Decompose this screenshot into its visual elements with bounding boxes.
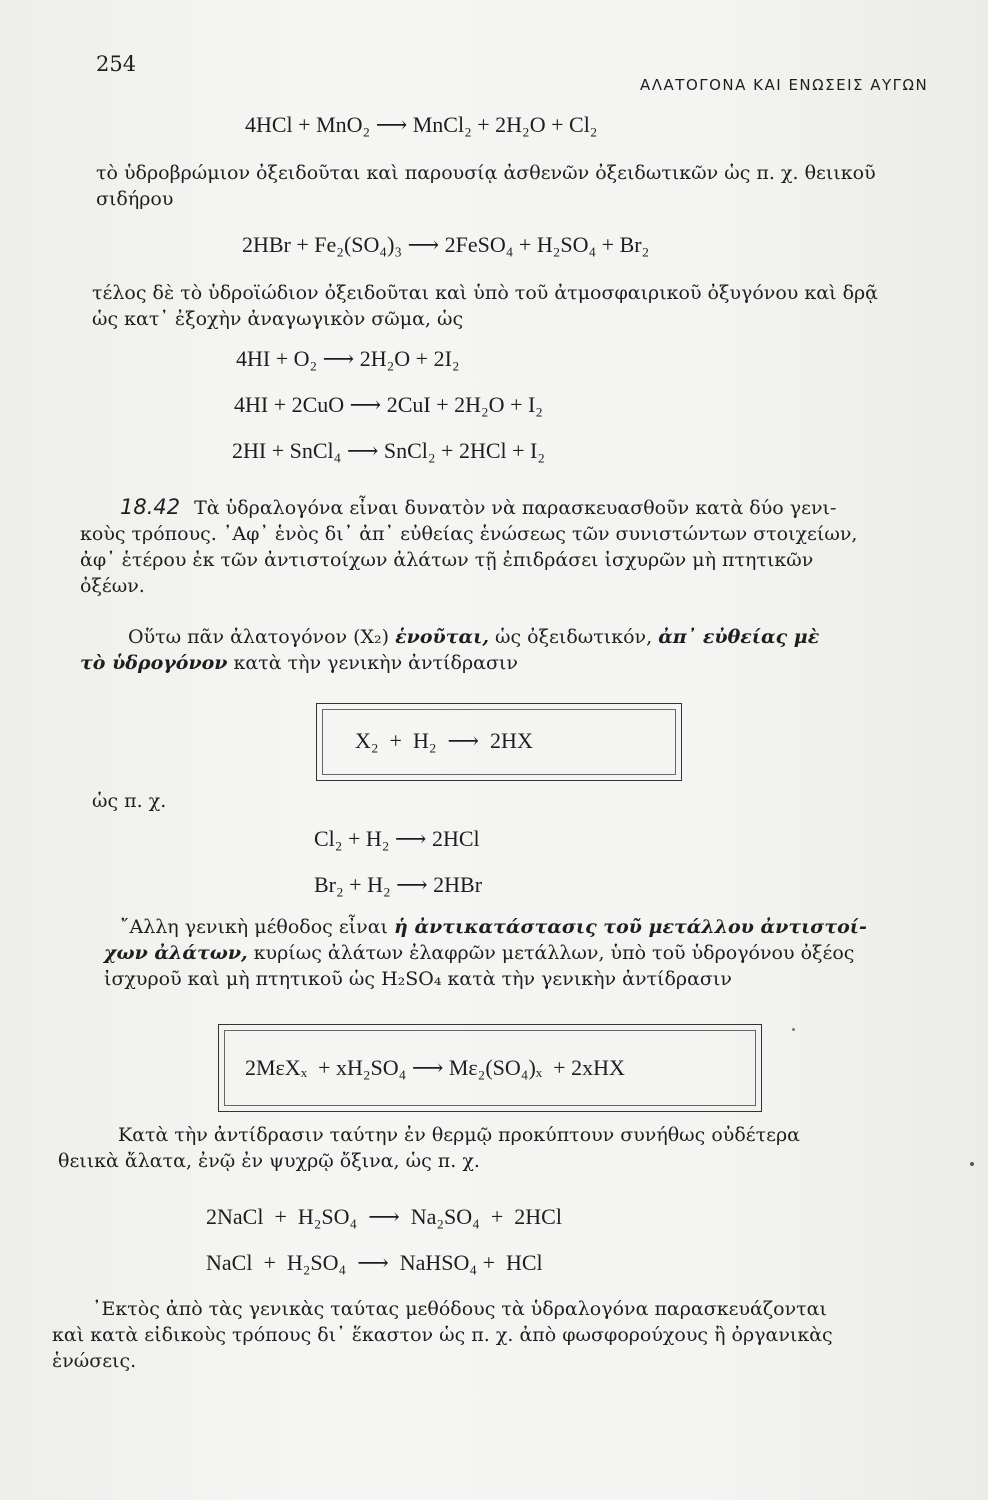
text-line: τέλος δὲ τὸ ὑδροϊώδιον ὀξειδοῦται καὶ ὑπὸ τοῦ ἀτμοσφαιρικοῦ ὀξυγόνου καὶ δρᾷ bbox=[92, 282, 879, 304]
equation-hi-o2: 4HI + O₂ ⟶ 2H₂O + 2I₂ bbox=[236, 346, 460, 371]
equation-hcl-mno2: 4HCl + MnO₂ ⟶ MnCl₂ + 2H₂O + Cl₂ bbox=[245, 112, 598, 137]
equation-hi-cuo: 4HI + 2CuO ⟶ 2CuI + 2H₂O + I₂ bbox=[234, 392, 543, 417]
running-title: ΑΛΑΤΟΓΟΝΑ ΚΑΙ ΕΝΩΣΕΙΣ ΑΥΓΩΝ bbox=[640, 76, 929, 94]
text-line: καὶ κατὰ εἰδικοὺς τρόπους δι᾿ ἕκαστον ὡς π. χ. ἀπὸ φωσφορούχους ἢ ὀργανικὰς bbox=[52, 1324, 833, 1346]
text-segment: Τὰ ὑδραλογόνα εἶναι δυνατὸν νὰ παρασκευασθοῦν κατὰ δύο γενι- bbox=[194, 497, 837, 519]
boxed-equation-general-substitution bbox=[218, 1024, 762, 1112]
print-speck bbox=[792, 1028, 795, 1031]
text-line: ὀξέων. bbox=[80, 575, 145, 597]
equation-x2-h2: X₂ + H₂ ⟶ 2HX bbox=[355, 728, 533, 753]
text-line: σιδήρου bbox=[96, 188, 174, 210]
equation-nacl-h2so4: NaCl + H₂SO₄ ⟶ NaHSO₄ + HCl bbox=[206, 1250, 543, 1275]
equation-2nacl-h2so4: 2NaCl + H₂SO₄ ⟶ Na₂SO₄ + 2HCl bbox=[206, 1204, 562, 1229]
page-number: 254 bbox=[96, 52, 137, 76]
text-line bbox=[80, 624, 940, 650]
emphasis-text: τὸ ὑδρογόνον bbox=[80, 652, 228, 674]
text-line bbox=[104, 914, 934, 940]
print-speck bbox=[970, 1162, 974, 1166]
text-segment: ὡς ὀξειδωτικόν, bbox=[488, 626, 659, 648]
text-line bbox=[80, 650, 940, 676]
paragraph-special-methods bbox=[52, 1296, 932, 1374]
text-segment: κυρίως ἀλάτων ἐλαφρῶν μετάλλων, ὑπὸ τοῦ ὑδρογόνου ὀξέος bbox=[247, 942, 855, 964]
text-line: ἀφ᾿ ἑτέρου ἐκ τῶν ἀντιστοίχων ἀλάτων τῇ ἐπιδράσει ἰσχυρῶν μὴ πτητικῶν bbox=[80, 549, 814, 571]
example-label: ὡς π. χ. bbox=[92, 790, 167, 812]
paragraph-neutral-acid-salts bbox=[58, 1122, 938, 1174]
text-line bbox=[80, 494, 940, 521]
emphasis-text: ἑνοῦται, bbox=[395, 626, 489, 648]
section-number: 18.42 bbox=[120, 495, 181, 519]
text-segment: κατὰ τὴν γενικὴν ἀντίδρασιν bbox=[227, 652, 518, 674]
boxed-equation-general-union bbox=[316, 703, 682, 781]
text-segment: Οὕτω πᾶν ἀλατογόνον (X₂) bbox=[128, 626, 396, 648]
emphasis-text: ἡ ἀντικατάστασις τοῦ μετάλλου ἀντιστοί- bbox=[394, 916, 867, 938]
text-segment: ῎Αλλη γενικὴ μέθοδος εἶναι bbox=[120, 916, 395, 938]
text-line: Κατὰ τὴν ἀντίδρασιν ταύτην ἐν θερμῷ προκύπτουν συνήθως οὐδέτερα bbox=[118, 1124, 800, 1146]
text-line: κοὺς τρόπους. ᾿Αφ᾿ ἑνὸς δι᾿ ἀπ᾿ εὐθείας ἑνώσεως τῶν συνιστώντων στοιχείων, bbox=[80, 523, 858, 545]
paragraph-direct-union bbox=[80, 624, 940, 676]
equation-br2-h2: Br₂ + H₂ ⟶ 2HBr bbox=[314, 872, 483, 897]
text-line bbox=[104, 940, 934, 966]
text-line: θειικὰ ἄλατα, ἐνῷ ἐν ψυχρῷ ὄξινα, ὡς π. χ. bbox=[58, 1150, 480, 1172]
section-18-42 bbox=[80, 494, 940, 599]
emphasis-text: ἀπ᾿ εὐθείας μὲ bbox=[658, 626, 820, 648]
equation-hi-sncl4: 2HI + SnCl₄ ⟶ SnCl₂ + 2HCl + I₂ bbox=[232, 438, 546, 463]
equation-cl2-h2: Cl₂ + H₂ ⟶ 2HCl bbox=[314, 826, 480, 851]
text-line: ὡς κατ᾿ ἐξοχὴν ἀναγωγικὸν σῶμα, ὡς bbox=[92, 308, 464, 330]
text-line: ἰσχυροῦ καὶ μὴ πτητικοῦ ὡς H₂SO₄ κατὰ τὴν γενικὴν ἀντίδρασιν bbox=[104, 968, 732, 990]
text-line: ᾿Εκτὸς ἀπὸ τὰς γενικὰς ταύτας μεθόδους τὰ ὑδραλογόνα παρασκευάζονται bbox=[92, 1298, 827, 1320]
emphasis-text: χων ἀλάτων, bbox=[104, 942, 248, 964]
equation-hbr-fe2so43: 2HBr + Fe₂(SO₄)₃ ⟶ 2FeSO₄ + H₂SO₄ + Br₂ bbox=[242, 232, 650, 257]
equation-salt-h2so4: 2MεXₓ + xH₂SO₄ ⟶ Mε₂(SO₄)ₓ + 2xHX bbox=[245, 1055, 625, 1080]
text-line: τὸ ὑδροβρώμιον ὀξειδοῦται καὶ παρουσίᾳ ἀσθενῶν ὀξειδωτικῶν ὡς π. χ. θειικοῦ bbox=[96, 162, 876, 184]
paragraph-hbr-oxidation bbox=[96, 160, 936, 212]
text-line: ἑνώσεις. bbox=[52, 1350, 137, 1372]
paragraph-hi-reduction bbox=[92, 280, 932, 332]
paragraph-salt-substitution bbox=[104, 914, 934, 992]
